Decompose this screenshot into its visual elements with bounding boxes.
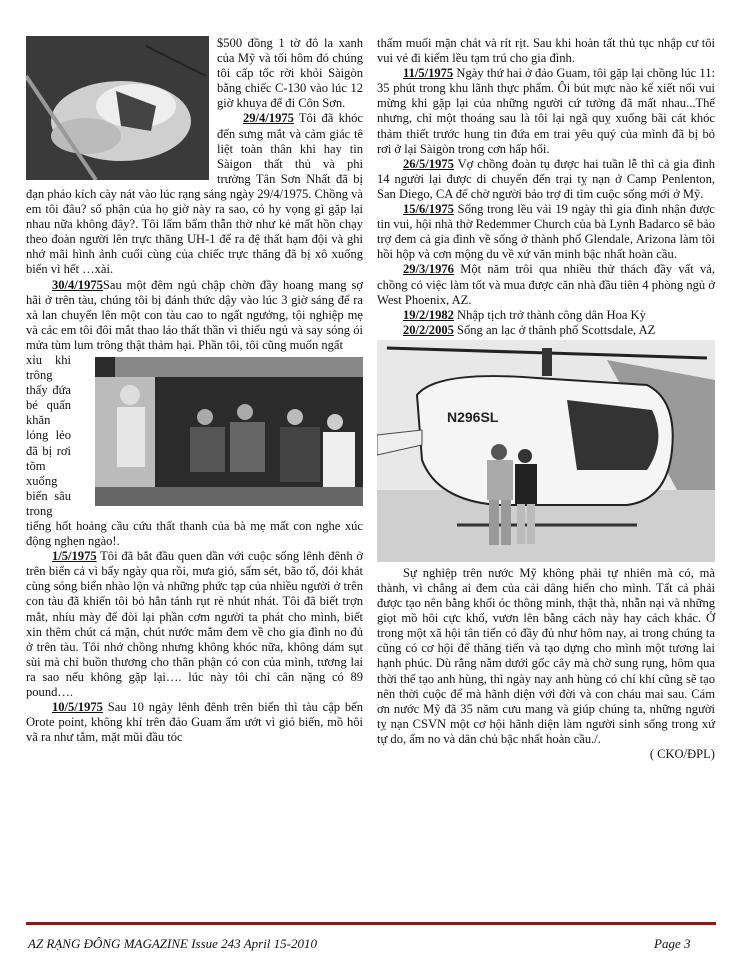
- date-label: 20/2/2005: [403, 322, 454, 337]
- date-label: 30/4/1975: [52, 277, 103, 292]
- paragraph: [377, 323, 715, 338]
- footer-divider: [26, 922, 716, 925]
- paragraph-text: Sống trong lều vải 19 ngày thì gia đình nhận được tin vui, hội nhà thờ Redemmer Church của bà Lynh Badarco sẽ bảo trợ đem cả gia đình về sống ở thành phố Glendale, Arizona làm tôi hồi hộp và cơn mộng du về xứ văn minh bậc nhất hoàn cầu.: [377, 202, 715, 262]
- author-credit: ( CKO/ĐPL): [649, 747, 715, 761]
- paragraph: [377, 308, 715, 323]
- paragraph: [377, 202, 715, 262]
- date-label: 1/5/1975: [52, 549, 97, 564]
- refugees-image: [95, 357, 363, 506]
- paragraph-text: Sau 10 ngày lênh đênh trên biển thì tàu cập bến Orote point, không khí trên đảo Guam ẩm ướt vì gió biển, mồ hôi vã ra như tắm, mặt mũi đầu tóc: [26, 700, 363, 745]
- date-label: 19/2/1982: [403, 307, 454, 322]
- footer-page-number: Page 3: [654, 936, 691, 951]
- paragraph-text: Tôi đã bắt đầu quen dần với cuộc sống lênh đênh ở trên biển cả vì bẩy ngày qua rồi, mưa gió, sấm sét, bão tố, đói khát cùng sóng biển nhào lộn và những phức tạp của nhiều người ở trên con tàu đã khiến tôi bỏ hẳn tánh rụt rè nhút nhát. Tôi đã biết trợn mắt, nhíu mày để đòi lại phần cơm người ta phát cho mình, biết xin thêm chút cá mặn, chút nước mắm đem về cho gia đình no đủ ở trên tàu. Tôi nhớ chồng nhưng không khóc nữa, không dám sụt sùi mà chỉ buồn thương cho thân phận có con của mình, tương lai ra sao nếu không gặp lại…. lúc này tôi chỉ cân nặng có 89 pound….: [26, 549, 363, 700]
- paragraph-text: Nhập tịch trở thành công dân Hoa Kỳ: [453, 307, 646, 322]
- date-label: 15/6/1975: [403, 202, 454, 217]
- paragraph: [377, 157, 715, 202]
- paragraph-text: Một năm trôi qua nhiều thử thách đầy vất vả, chồng có việc làm tốt và mua được căn nhà đầu tiên 4 phòng ngủ ở West Phoenix, AZ.: [377, 262, 715, 307]
- helicopter-sea-photo: [26, 36, 209, 180]
- paragraph: [377, 262, 715, 307]
- paragraph: $500 đồng 1 tờ đô la xanh của Mỹ và tối hôm đó chúng tôi cấp tốc rời khỏi Sàigòn bằng chiếc C-130 vào lúc 12 giờ khuya để đi Côn Sơn.: [217, 36, 363, 111]
- paragraph: [26, 278, 363, 353]
- right-column: [377, 36, 715, 762]
- paragraph: Sự nghiệp trên nước Mỹ không phải tự nhiên mà có, mà thành, vì chẳng ai đem của cải dâng hiến cho mình. Tất cả phải được tạo nên bằng khối óc thông minh, thật thà, nhẫn nại và những giọt mồ hôi cực khổ, vươn lên bằng cách này hay cách khác. Ở trong một xã hội tân tiến có đầy đủ như hôm nay, ai trong chúng ta cũng có cơ hội để thăng tiến và tạo dựng cho mình một tương lai hạnh phúc. Dù rằng nằm dưới gốc cây mà chờ sung rụng, hôm qua thời thế tạo anh hùng, thì ngày nay anh hùng có chí khí cũng sẽ tạo nên thời cuộc để mà hãnh diện với đời và con cháu mai sau. Cám ơn nước Mỹ đã 35 năm cưu mang và giúp chúng ta, những người tỵ nạn CSVN một cơ hội hãnh diện làm người sinh sống trong xứ tự do, ấm no và dân chủ bậc nhất hoàn cầu./.: [377, 565, 715, 746]
- date-label: 29/3/1976: [403, 262, 454, 277]
- paragraph-text: Sống an lạc ở thành phố Scottsdale, AZ: [453, 322, 656, 337]
- paragraph-text: Vợ chồng đoàn tụ được hai tuần lễ thì cả gia đình 14 người lại được di chuyển đến trại tỵ nạn ở Camp Penlenton, San Diego, CA để chờ người bảo trợ đi tìm cuộc sống mới ở Mỹ.: [377, 156, 715, 201]
- footer-magazine-issue: AZ RẠNG ĐÔNG MAGAZINE Issue 243 April 15-2010: [28, 936, 318, 951]
- paragraph: [377, 66, 715, 157]
- refugees-photo: [95, 357, 363, 506]
- paragraph: [26, 549, 363, 700]
- paragraph: [26, 700, 363, 745]
- paragraph: thấm muối mặn chát và rít rịt. Sau khi hoàn tất thủ tục nhập cư tôi vui vẻ đi kiếm lều tạm trú cho gia đình.: [377, 36, 715, 66]
- helicopter-sea-image: [26, 36, 209, 180]
- paragraph-text: Ngày thứ hai ở đảo Guam, tôi gặp lại chồng lúc 11: 35 phút trong khu lãnh thực phẩm. Ôi bút mực nào kể xiết nổi vui mừng khi gặp lại của những người cứ tưởng đã mất nhau...Thế nhưng, chỉ một thoáng sau là tôi lại ngã quỵ xuống bãi cát khóc thảm thiết trước hung tin đứa em trai yêu quý của mình đã bị bỏ rơi ở lại Sàigòn trong cơn hấp hối.: [377, 66, 715, 156]
- helicopter-registration: N296SL: [447, 408, 499, 425]
- date-label: 29/4/1975: [243, 111, 294, 126]
- paragraph-text: Tôi đã khóc đến sưng mắt và cảm giác tê liệt toàn thân khi hay tin Sàigon thất thủ và phi trường Tân Sơn Nhất đã bị đạn pháo kích cày nát vào lúc rạng sáng ngày 29/4/1975. Chồng và em tôi đâu? số phận của họ giờ này ra sao, có hy vọng gì gặp lại nhau nữa không đây?. Tôi lẩm bẩm thẫn thờ như kẻ mất hồn chạy theo đoàn người lên trực thăng UH-1 để ra đệ thất hạm đội và ghi nhớ mãi hình ảnh cuối cùng của chiếc trực thăng đã bị xô xuống biển vì hết …xài.: [26, 111, 363, 277]
- left-column: [26, 36, 363, 745]
- paragraph-text: Sau một đêm ngủ chập chờn đầy hoang mang sợ hãi ở trên tàu, chúng tôi bị đánh thức dậy vào lúc 3 giờ sáng để ra xà lan chuyển lên một con tàu cao to ngất ngưởng, tội nghiệp mẹ và các em tôi đôi mắt thao láo thất thần vì thiếu ngủ và say sóng ói mửa tùm lum trông thật thảm hại. Phần tôi, tôi cũng muốn ngất: [26, 277, 363, 352]
- helicopter-couple-photo: [377, 340, 715, 562]
- date-label: 10/5/1975: [52, 700, 103, 715]
- helicopter-couple-image: [377, 340, 715, 562]
- paragraph: xỉu khi trông thấy đứa bé quấn khăn lỏng lẻo đã bị rơi tõm xuống biển sâu trong tiếng hốt hoảng cầu cứu thất thanh của bà mẹ mất con nghe xúc động nghẹn ngào!.: [26, 352, 363, 549]
- date-label: 26/5/1975: [403, 156, 454, 171]
- date-label: 11/5/1975: [403, 66, 454, 81]
